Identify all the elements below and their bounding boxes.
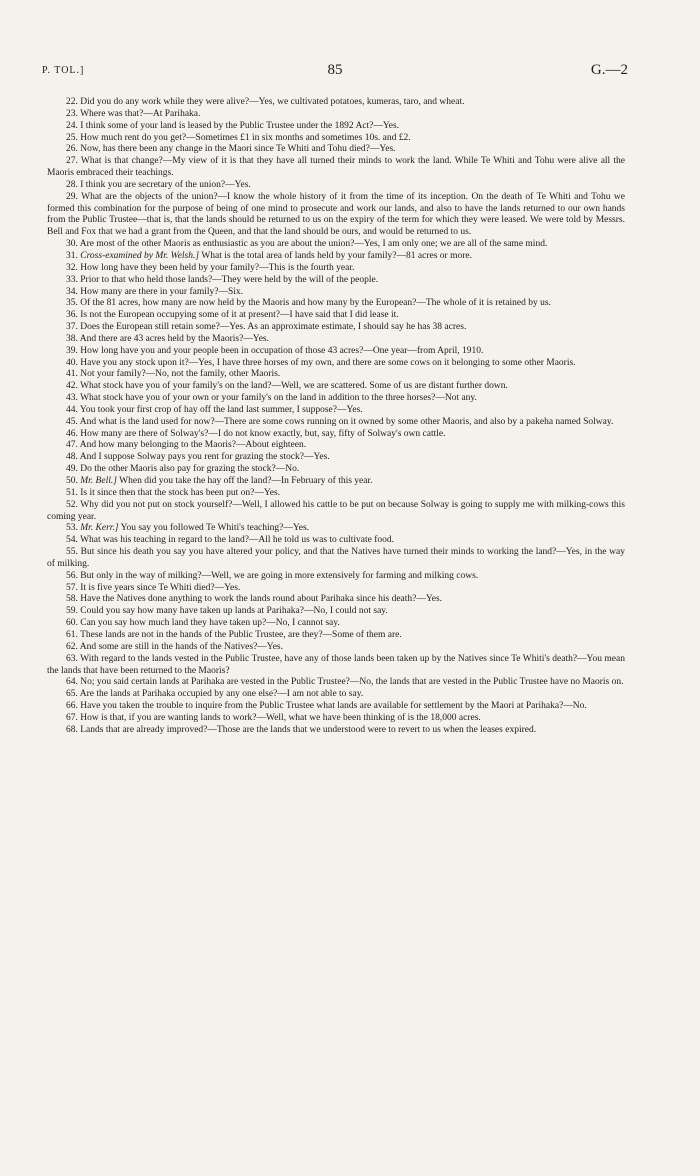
question-text: When did you take the hay off the land?—In February of this year.	[119, 476, 373, 486]
question-text: Can you say how much land they have taken up?—No, I cannot say.	[80, 618, 340, 629]
question-paragraph	[47, 133, 625, 145]
question-text: Lands that are already improved?—Those are the lands that we understood were to revert to us when the leases expired.	[80, 724, 537, 735]
question-number: 59.	[66, 606, 78, 617]
question-number: 22.	[66, 97, 78, 107]
question-paragraph	[47, 594, 625, 606]
question-paragraph	[47, 121, 625, 133]
question-number: 65.	[66, 689, 78, 700]
question-text: What are the objects of the union?—I know the whole history of it from the time of its inception. On the death of Te Whiti and Tohu we formed this combination for the purpose of being of one mind to prosecute and work our lands, and also to have the lands returned to our own hands from the Public Trustee—that is, that the lands should be returned to us on the expiry of the term for which they were leased. We were told by Messrs. Bell and Fox that we had a grant from the Queen, and that the land should be ours, and would be returned to us.	[47, 191, 625, 238]
question-paragraph	[47, 713, 625, 725]
question-text: What stock have you of your own or your family's on the land in addition to the three horses?—Not any.	[80, 393, 477, 404]
question-paragraph	[47, 180, 625, 192]
question-paragraph	[47, 251, 625, 263]
question-text: Where was that?—At Parihaka.	[80, 108, 201, 119]
question-paragraph	[47, 310, 625, 322]
question-text: Why did you not put on stock yourself?—Well, I allowed his cattle to be put on because Solway is going to supply me with milking-cows this coming year.	[47, 499, 625, 522]
question-paragraph	[47, 358, 625, 370]
question-number: 60.	[66, 618, 78, 629]
question-text: Of the 81 acres, how many are now held by the Maoris and how many by the European?—The whole of it is retained by us.	[80, 298, 551, 309]
question-number: 53.	[66, 523, 78, 534]
question-paragraph	[47, 689, 625, 701]
examiner-label: Mr. Bell.]	[80, 476, 117, 486]
question-number: 66.	[66, 701, 78, 712]
question-text: It is five years since Te Whiti died?—Yes.	[80, 582, 241, 593]
question-number: 26.	[66, 144, 78, 155]
question-number: 48.	[66, 452, 78, 463]
question-text: Now, has there been any change in the Maori since Te Whiti and Tohu died?—Yes.	[80, 144, 396, 155]
question-text: What is that change?—My view of it is that they have all turned their minds to work the land. While Te Whiti and Tohu were alive all the Maoris embraced their teachings.	[47, 156, 625, 179]
question-number: 30.	[66, 239, 78, 250]
question-text: Not your family?—No, not the family, other Maoris.	[80, 369, 281, 380]
question-number: 37.	[66, 322, 78, 333]
question-text: And I suppose Solway pays you rent for grazing the stock?—Yes.	[79, 452, 330, 463]
question-text: You took your first crop of hay off the land last summer, I suppose?—Yes.	[79, 404, 363, 415]
question-text: How many are there of Solway's?—I do not know exactly, but, say, fifty of Solway's own cattle.	[80, 428, 446, 439]
question-number: 29.	[66, 191, 78, 202]
question-paragraph	[47, 369, 625, 381]
question-text: Have the Natives done anything to work the lands round about Parihaka since his death?—Yes.	[80, 594, 443, 605]
question-text: But only in the way of milking?—Well, we are going in more extensively for farming and milking cows.	[80, 570, 479, 581]
question-number: 45.	[66, 416, 78, 427]
question-text: Is not the European occupying some of it at present?—I have said that I did lease it.	[80, 310, 399, 321]
question-text: Have you any stock upon it?—Yes, I have three horses of my own, and there are some cows on it belonging to some other Maoris.	[80, 357, 576, 368]
question-paragraph	[47, 381, 625, 393]
question-text: How much rent do you get?—Sometimes £1 in six months and sometimes 10s. and £2.	[80, 132, 411, 143]
question-paragraph	[47, 523, 625, 535]
question-paragraph	[47, 263, 625, 275]
question-number: 51.	[66, 487, 78, 498]
question-number: 36.	[66, 310, 78, 321]
question-number: 55.	[66, 547, 78, 558]
question-text: How long have they been held by your family?—This is the fourth year.	[80, 262, 355, 273]
question-paragraph	[47, 547, 625, 571]
question-paragraph	[47, 405, 625, 417]
question-paragraph	[47, 346, 625, 358]
question-paragraph	[47, 192, 625, 239]
examiner-label: Cross-examined by Mr. Welsh.]	[80, 250, 200, 261]
question-paragraph	[47, 298, 625, 310]
question-paragraph	[47, 535, 625, 547]
question-text: And what is the land used for now?—There are some cows running on it owned by some other Maoris, and also by a pakeha named Solway.	[79, 416, 614, 427]
question-paragraph	[47, 334, 625, 346]
page-header	[42, 62, 628, 82]
question-paragraph	[47, 287, 625, 299]
question-number: 58.	[66, 594, 78, 605]
question-text: And some are still in the hands of the Natives?—Yes.	[79, 641, 283, 652]
question-number: 47.	[66, 440, 78, 451]
question-text: I think you are secretary of the union?—Yes.	[80, 179, 251, 190]
examiner-label: Mr. Kerr.]	[80, 523, 119, 534]
question-text: How is that, if you are wanting lands to work?—Well, what we have been thinking of is the 18,000 acres.	[80, 712, 481, 723]
question-number: 39.	[66, 345, 78, 356]
question-paragraph	[47, 429, 625, 441]
question-number: 38.	[66, 333, 78, 344]
question-paragraph	[47, 417, 625, 429]
question-number: 43.	[66, 393, 78, 404]
question-paragraph	[47, 654, 625, 678]
question-paragraph	[47, 275, 625, 287]
question-text: What was his teaching in regard to the land?—All he told us was to cultivate food.	[80, 535, 395, 546]
question-paragraph	[47, 500, 625, 524]
question-text: Are most of the other Maoris as enthusiastic as you are about the union?—Yes, I am only one; we are all of the same mind.	[79, 239, 548, 250]
question-paragraph	[47, 488, 625, 500]
question-number: 54.	[66, 535, 78, 546]
question-number: 41.	[66, 369, 78, 380]
question-text: Does the European still retain some?—Yes. As an approximate estimate, I should say he has 38 acres.	[80, 322, 467, 333]
question-paragraph	[47, 571, 625, 583]
question-paragraph	[47, 725, 625, 737]
question-number: 49.	[66, 464, 78, 475]
question-text: Have you taken the trouble to inquire from the Public Trustee what lands are available for settlement by the Maori at Parihaka?—No.	[80, 701, 587, 712]
question-number: 52.	[66, 499, 78, 510]
question-number: 24.	[66, 120, 78, 131]
question-number: 68.	[66, 724, 78, 735]
question-text: Is it since then that the stock has been put on?—Yes.	[80, 487, 281, 498]
question-text: Do the other Maoris also pay for grazing the stock?—No.	[80, 464, 300, 475]
question-text: But since his death you say you have altered your policy, and that the Natives have turned their minds to working the land?—Yes, in the way of milking.	[47, 547, 626, 569]
question-paragraph	[47, 97, 625, 109]
question-number: 56.	[66, 570, 78, 581]
document-code: G.—2	[590, 62, 628, 78]
question-paragraph	[47, 452, 625, 464]
page-number: 85	[327, 62, 343, 78]
question-paragraph	[47, 156, 625, 180]
question-paragraph	[47, 630, 625, 642]
question-text: How long have you and your people been in occupation of those 43 acres?—One year—from April, 1910.	[80, 345, 484, 356]
question-paragraph	[47, 618, 625, 630]
question-text: No; you said certain lands at Parihaka are vested in the Public Trustee?—No, the lands that are vested in the Public Trustee have no Maoris on.	[80, 677, 624, 688]
question-number: 35.	[66, 298, 78, 309]
question-paragraph	[47, 476, 625, 488]
question-text: Are the lands at Parihaka occupied by any one else?—I am not able to say.	[79, 689, 364, 700]
question-paragraph	[47, 393, 625, 405]
question-paragraph	[47, 322, 625, 334]
question-paragraph	[47, 606, 625, 618]
question-number: 25.	[66, 132, 78, 143]
question-number: 23.	[66, 108, 78, 119]
question-paragraph	[47, 144, 625, 156]
question-text: Did you do any work while they were alive?—Yes, we cultivated potatoes, kumeras, taro, and wheat.	[80, 97, 465, 107]
question-number: 67.	[66, 712, 78, 723]
question-paragraph	[47, 109, 625, 121]
question-paragraph	[47, 701, 625, 713]
question-number: 61.	[66, 629, 78, 640]
question-paragraph	[47, 677, 625, 689]
question-number: 57.	[66, 582, 78, 593]
question-text: How many are there in your family?—Six.	[80, 286, 244, 297]
question-number: 44.	[66, 404, 78, 415]
question-number: 33.	[66, 274, 78, 285]
question-number: 28.	[66, 179, 78, 190]
question-paragraph	[47, 583, 625, 595]
header-left-label: P. TOL.]	[42, 65, 85, 76]
question-paragraph	[47, 464, 625, 476]
question-number: 64.	[66, 677, 78, 688]
question-number: 40.	[66, 357, 78, 368]
question-text: And there are 43 acres held by the Maoris?—Yes.	[79, 333, 269, 344]
question-text: These lands are not in the hands of the Public Trustee, are they?—Some of them are.	[80, 629, 402, 640]
question-text: I think some of your land is leased by the Public Trustee under the 1892 Act?—Yes.	[80, 120, 400, 131]
question-number: 32.	[66, 262, 78, 273]
question-text: Could you say how many have taken up lands at Parihaka?—No, I could not say.	[80, 606, 388, 617]
testimony-body	[47, 97, 625, 737]
question-paragraph	[47, 440, 625, 452]
question-text: And how many belonging to the Maoris?—About eighteen.	[79, 440, 307, 451]
question-number: 42.	[66, 381, 78, 392]
question-number: 34.	[66, 286, 78, 297]
question-number: 63.	[66, 653, 78, 664]
question-text: What is the total area of lands held by your family?—81 acres or more.	[201, 250, 472, 261]
question-number: 27.	[66, 156, 78, 167]
question-text: With regard to the lands vested in the Public Trustee, have any of those lands been taken up by the Natives since Te Whiti's death?—You mean the lands that have been returned to the Maoris?	[47, 653, 625, 676]
question-number: 50.	[66, 476, 78, 486]
question-text: Prior to that who held those lands?—They were held by the will of the people.	[80, 274, 379, 285]
question-text: What stock have you of your family's on the land?—Well, we are scattered. Some of us are distant further down.	[80, 381, 508, 392]
question-paragraph	[47, 239, 625, 251]
question-number: 62.	[66, 641, 78, 652]
question-text: You say you followed Te Whiti's teaching?—Yes.	[120, 523, 310, 534]
question-number: 46.	[66, 428, 78, 439]
question-number: 31.	[66, 250, 78, 261]
question-paragraph	[47, 642, 625, 654]
